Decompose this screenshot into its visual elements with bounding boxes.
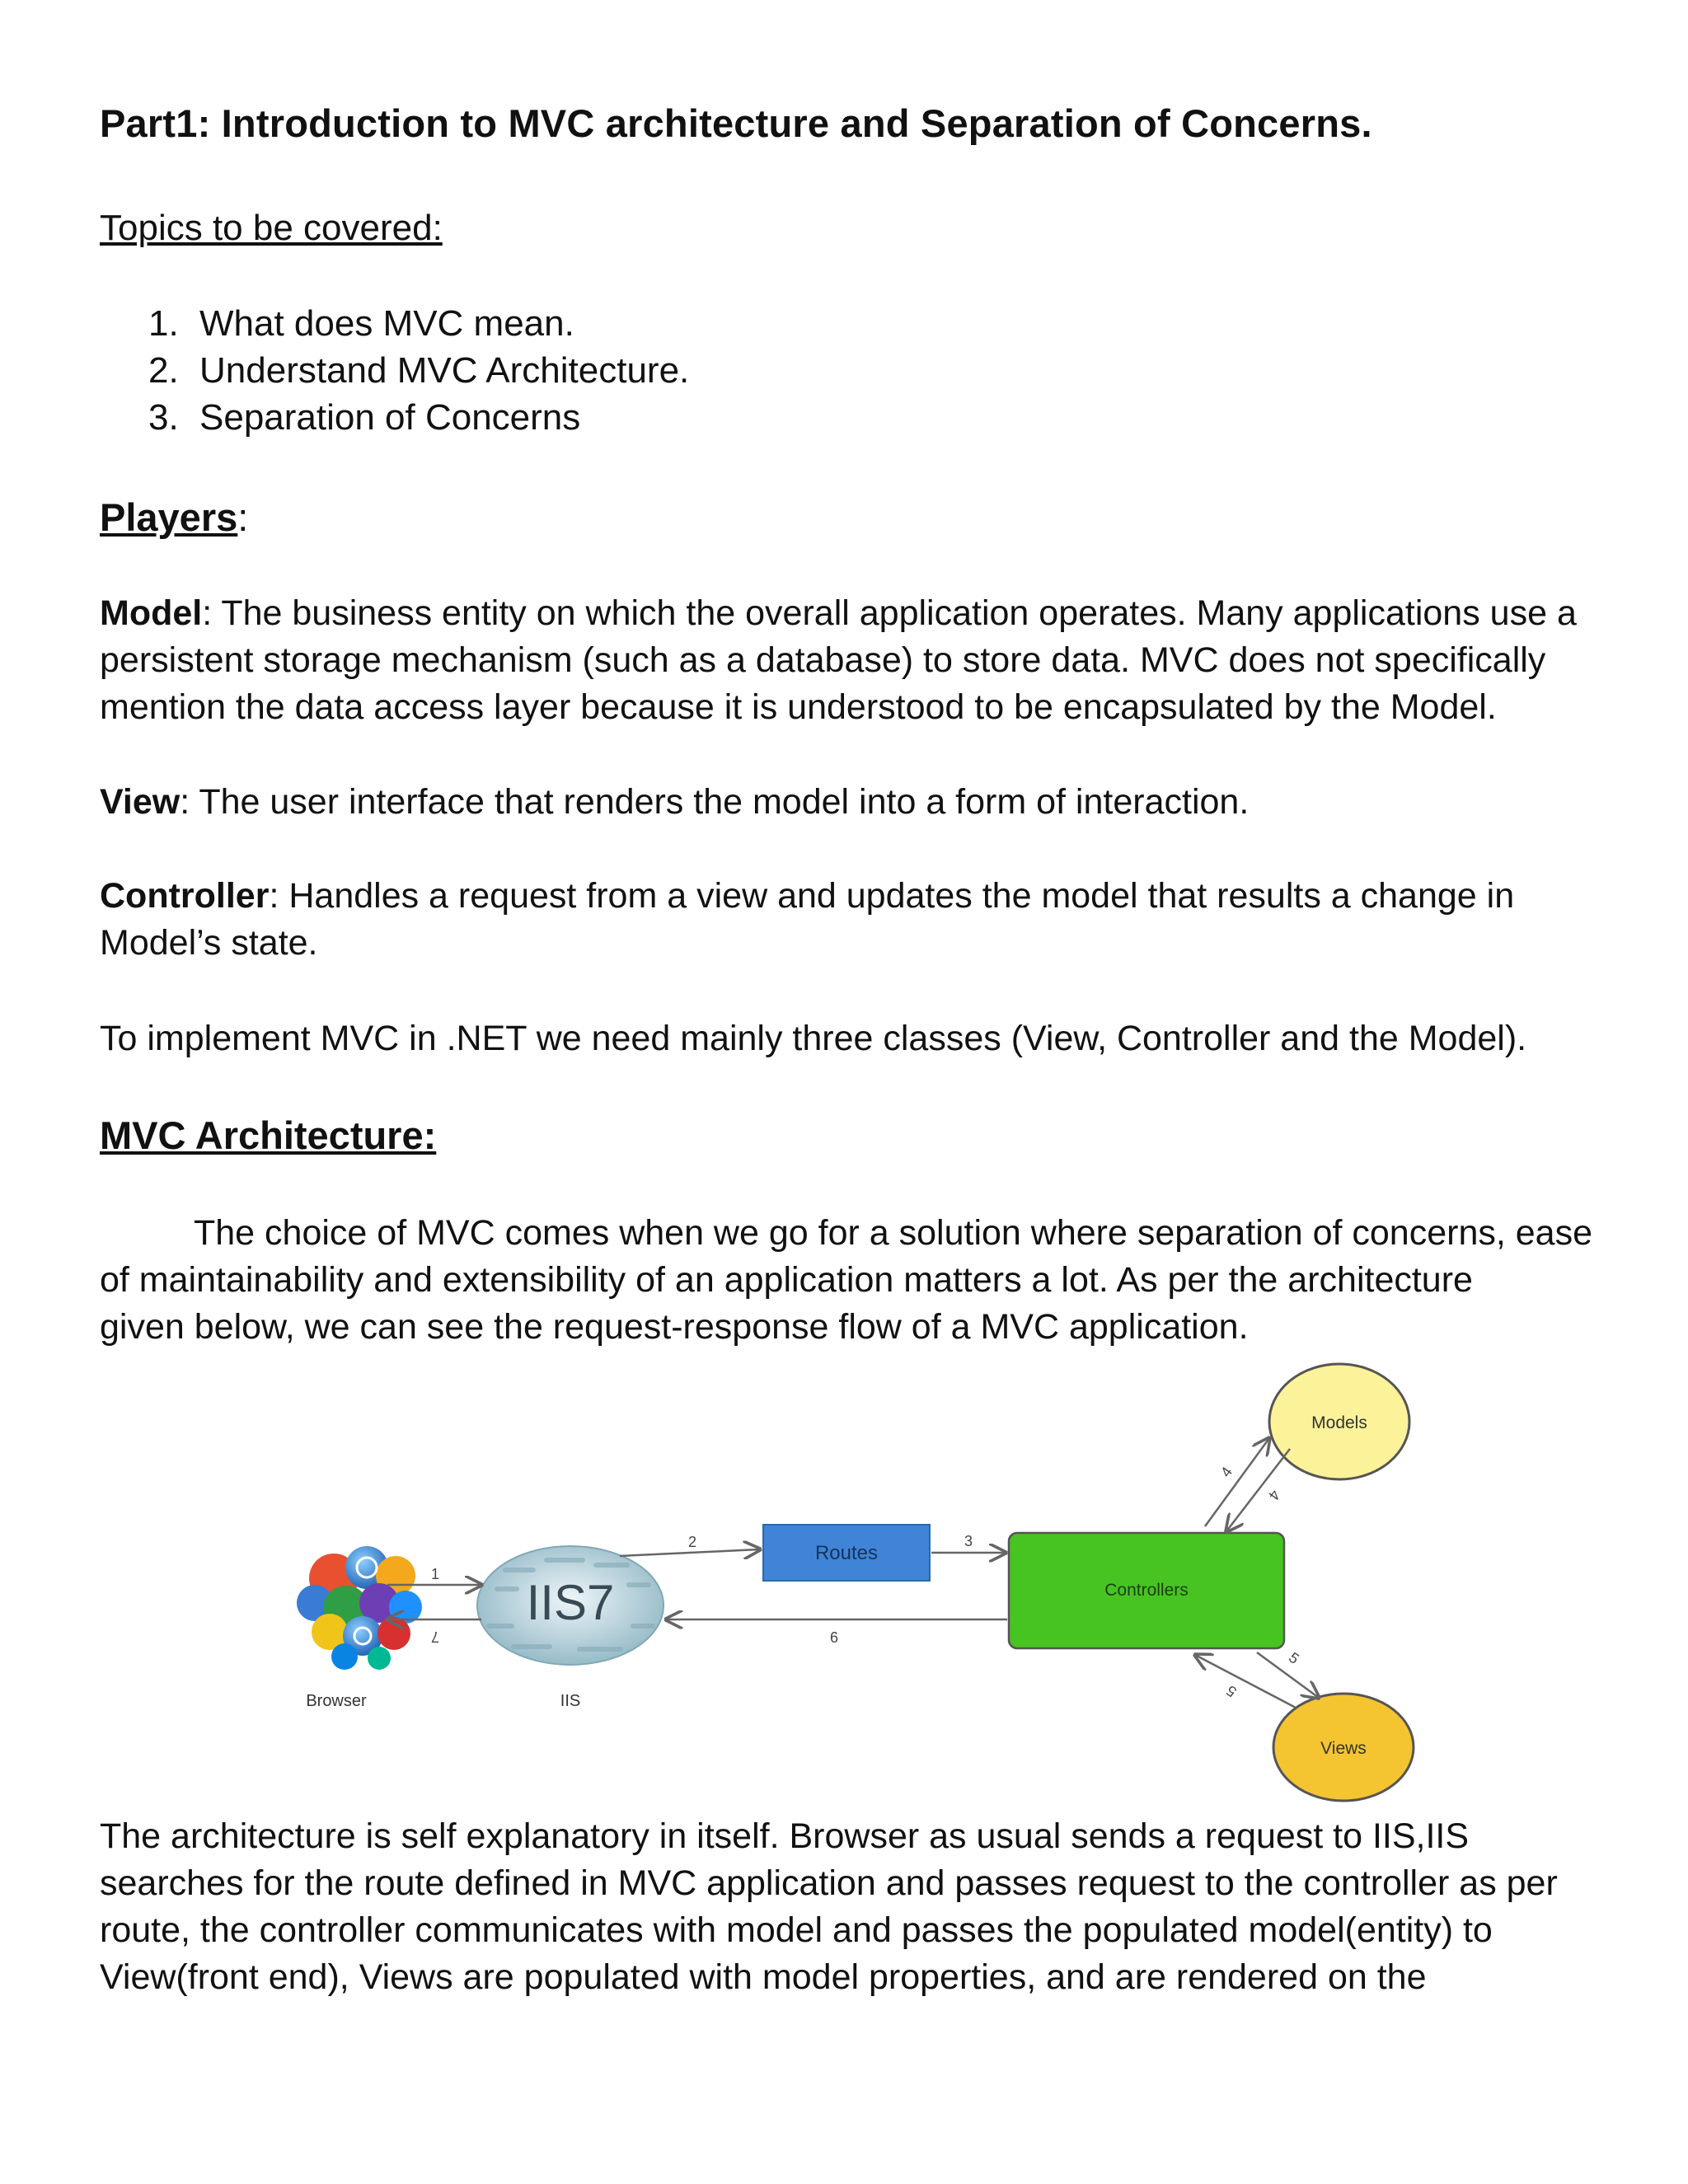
arch-intro-line-2: of maintainability and extensibility of an application matters a lot. As per the architecture <box>100 1260 1473 1300</box>
model-term: Model <box>100 593 203 633</box>
players-colon: : <box>237 495 249 539</box>
step-6-label: 6 <box>829 1629 839 1646</box>
list-text: What does MVC mean. <box>199 303 574 344</box>
implement-line: To implement MVC in .NET we need mainly three classes (View, Controller and the Model). <box>100 1019 1527 1058</box>
step-5b-label: 5 <box>1223 1681 1240 1701</box>
closing-line-4: View(front end), Views are populated with model properties, and are rendered on the <box>100 1957 1427 1997</box>
list-item <box>148 347 689 394</box>
arch-intro-text: The choice of MVC comes when we go for a solution where separation of concerns, ease <box>194 1213 1593 1253</box>
list-text: Separation of Concerns <box>199 397 581 438</box>
controller-line-1 <box>100 873 1608 920</box>
view-paragraph <box>100 779 1608 826</box>
browser-icon <box>297 1546 422 1670</box>
list-number: 1. <box>148 303 179 344</box>
controller-paragraph <box>100 873 1608 967</box>
mvc-architecture-diagram <box>264 1352 1434 1813</box>
model-line-1 <box>100 590 1608 637</box>
list-item <box>148 300 689 347</box>
arrow-2 <box>620 1549 760 1556</box>
view-term: View <box>100 782 181 822</box>
iis-server-icon <box>477 1546 663 1665</box>
players-heading-text: Players <box>100 495 238 539</box>
controller-term: Controller <box>100 876 270 916</box>
controller-line-2: Model’s state. <box>100 923 318 963</box>
closing-line-1: The architecture is self explanatory in itself. Browser as usual sends a request to IIS,IIS <box>100 1816 1470 1856</box>
list-number: 3. <box>148 397 179 438</box>
arch-intro-line-1 <box>100 1210 1608 1257</box>
model-line-2: persistent storage mechanism (such as a database) to store data. MVC does not specifically <box>100 640 1546 680</box>
closing-paragraph <box>100 1813 1608 2001</box>
list-number: 2. <box>148 350 179 391</box>
step-4b-label: 4 <box>1264 1487 1284 1503</box>
model-paragraph <box>100 590 1608 731</box>
view-line-1 <box>100 779 1608 826</box>
browser-label: Browser <box>306 1692 367 1710</box>
step-4a-label: 4 <box>1217 1464 1236 1480</box>
arrow-4-up <box>1205 1438 1269 1526</box>
model-text: : The business entity on which the overall application operates. Many applications use a <box>202 593 1577 633</box>
closing-line-3: route, the controller communicates with model and passes the populated model(entity) to <box>100 1910 1493 1950</box>
step-1-label: 1 <box>430 1566 440 1582</box>
view-text: : The user interface that renders the model into a form of interaction. <box>180 782 1250 822</box>
step-7-label: 7 <box>430 1629 440 1645</box>
architecture-intro <box>100 1210 1608 1351</box>
step-3-label: 3 <box>964 1533 973 1549</box>
arrow-5-up <box>1195 1655 1296 1708</box>
list-item <box>148 394 689 441</box>
iis7-logo: IIS7 <box>526 1575 615 1630</box>
architecture-heading: MVC Architecture: <box>100 1113 437 1157</box>
controllers-label: Controllers <box>1104 1581 1189 1600</box>
iis-label: IIS <box>560 1692 581 1710</box>
step-5a-label: 5 <box>1286 1648 1302 1668</box>
models-label: Models <box>1311 1413 1367 1432</box>
controller-text: : Handles a request from a view and updates the model that results a change in <box>269 876 1515 916</box>
routes-label: Routes <box>814 1542 879 1564</box>
views-label: Views <box>1320 1739 1367 1758</box>
topics-list <box>148 300 689 441</box>
model-line-3: mention the data access layer because it is understood to be encapsulated by the Model. <box>100 687 1497 727</box>
arch-intro-line-3: given below, we can see the request-response flow of a MVC application. <box>100 1307 1249 1347</box>
list-text: Understand MVC Architecture. <box>199 350 690 391</box>
players-heading <box>100 494 248 540</box>
page-title: Part1: Introduction to MVC architecture and Separation of Concerns. <box>100 101 1372 145</box>
arrow-4-down <box>1226 1449 1290 1531</box>
implement-paragraph <box>100 1015 1608 1062</box>
closing-line-2: searches for the route defined in MVC application and passes request to the controller as per <box>100 1863 1558 1903</box>
topics-heading: Topics to be covered: <box>100 208 443 248</box>
step-2-label: 2 <box>687 1534 697 1550</box>
